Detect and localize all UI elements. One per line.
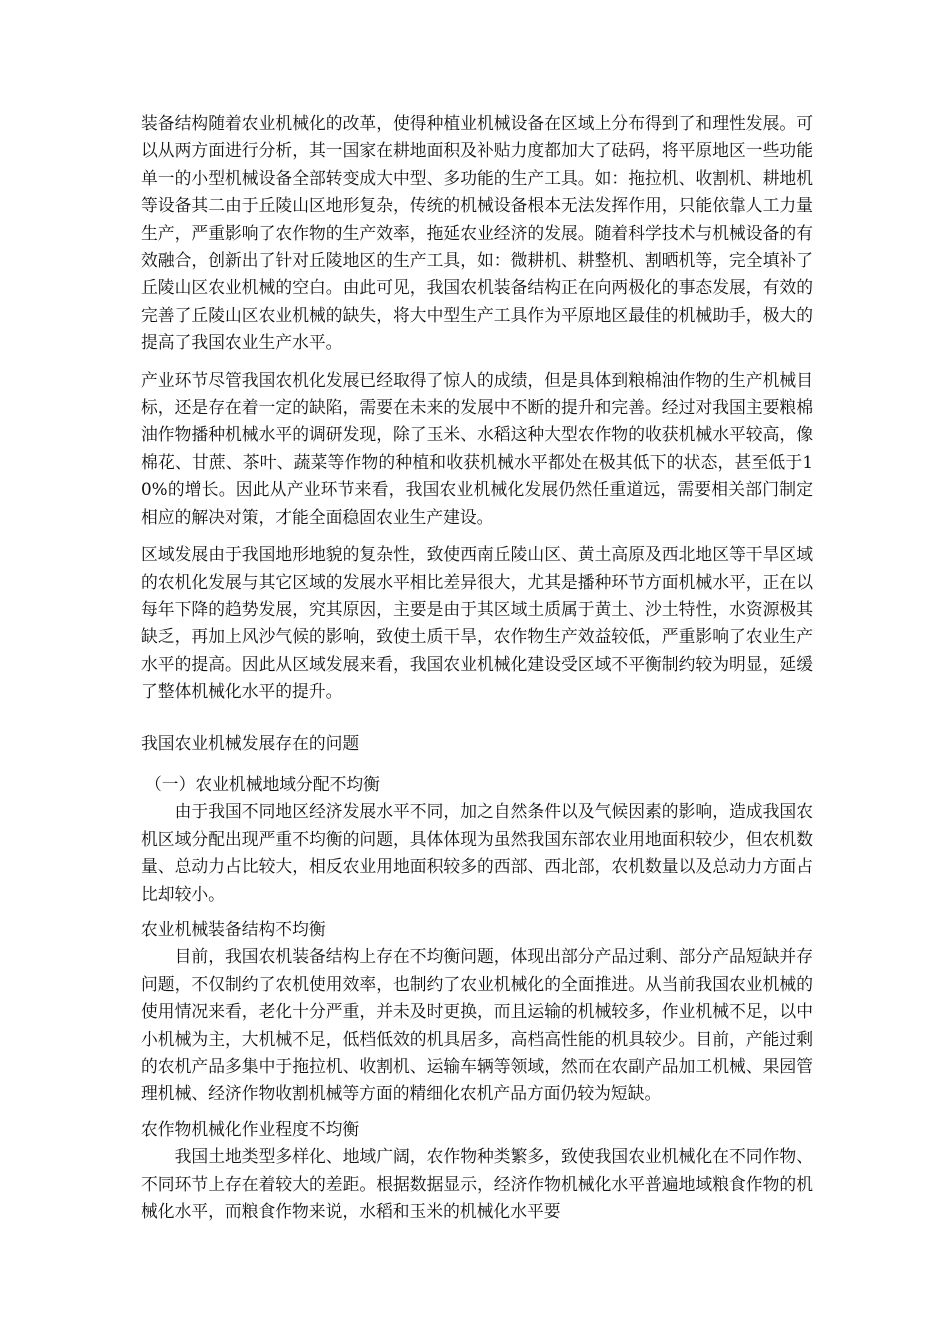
paragraph-industry-link: 产业环节尽管我国农机化发展已经取得了惊人的成绩，但是具体到粮棉油作物的生产机械目标，还是存在着一定的缺陷，需要在未来的发展中不断的提升和完善。经过对我国主要粮棉油作物播种机械水平的调研发现，除了玉米、水稻这种大型农作物的收获机械水平较高，像棉花、甘蔗、茶叶、蔬菜等作物的种植和收获机械水平都处在极其低下的状态，甚至低于10%的增长。因此从产业环节来看，我国农业机械化发展仍然任重道远，需要相关部门制定相应的解决对策，才能全面稳固农业生产建设。: [141, 369, 813, 527]
subsection-heading-crop-mechanization: 农作物机械化作业程度不均衡: [141, 1118, 360, 1139]
paragraph-crop-mechanization: 我国土地类型多样化、地域广阔，农作物种类繁多，致使我国农业机械化在不同作物、不同环节上存在着较大的差距。根据数据显示，经济作物机械化水平普遍地域粮食作物的机械化水平，而粮食作物来说，水稻和玉米的机械化水平要: [141, 1146, 813, 1222]
paragraph-equipment-structure: 装备结构随着农业机械化的改革，使得种植业机械设备在区域上分布得到了和理性发展。可以从两方面进行分析，其一国家在耕地面积及补贴力度都加大了砝码，将平原地区一些功能单一的小型机械设备全部转变成大中型、多功能的生产工具。如：拖拉机、收割机、耕地机等设备其二由于丘陵山区地形复杂，传统的机械设备根本无法发挥作用，只能依靠人工力量生产，严重影响了农作物的生产效率，拖延农业经济的发展。随着科学技术与机械设备的有效融合，创新出了针对丘陵地区的生产工具，如：微耕机、耕整机、割晒机等，完全填补了丘陵山区农业机械的空白。由此可见，我国农机装备结构正在向两极化的事态发展，有效的完善了丘陵山区农业机械的缺失，将大中型生产工具作为平原地区最佳的机械助手，极大的提高了我国农业生产水平。: [141, 113, 813, 353]
document-body: [141, 110, 813, 1225]
subsection-heading-equipment-structure: 农业机械装备结构不均衡: [141, 918, 326, 939]
paragraph-regional-allocation: 由于我国不同地区经济发展水平不同，加之自然条件以及气候因素的影响，造成我国农机区域分配出现严重不均衡的问题，具体体现为虽然我国东部农业用地面积较少，但农机数量、总动力占比较大，相反农业用地面积较多的西部、西北部，农机数量以及总动力方面占比却较小。: [141, 801, 813, 904]
subsection-heading-regional-allocation: （一）农业机械地域分配不均衡: [145, 773, 380, 794]
paragraph-equipment-imbalance: 目前，我国农机装备结构上存在不均衡问题，体现出部分产品过剩、部分产品短缺并存问题，不仅制约了农机使用效率，也制约了农业机械化的全面推进。从当前我国农业机械的使用情况来看，老化十分严重，并未及时更换，而且运输的机械较多，作业机械不足，以中小机械为主，大机械不足，低档低效的机具居多，高档高性能的机具较少。目前，产能过剩的农机产品多集中于拖拉机、收割机、运输车辆等领域，然而在农副产品加工机械、果园管理机械、经济作物收割机械等方面的精细化农机产品方面仍较为短缺。: [141, 946, 813, 1104]
section-heading-problems: 我国农业机械发展存在的问题: [141, 732, 360, 753]
paragraph-regional-development: 区域发展由于我国地形地貌的复杂性，致使西南丘陵山区、黄土高原及西北地区等干旱区域的农机化发展与其它区域的发展水平相比差异很大，尤其是播种环节方面机械水平，正在以每年下降的趋势发展，究其原因，主要是由于其区域土质属于黄土、沙土特性，水资源极其缺乏，再加上风沙气候的影响，致使土质干旱，农作物生产效益较低，严重影响了农业生产水平的提高。因此从区域发展来看，我国农业机械化建设受区域不平衡制约较为明显，延缓了整体机械化水平的提升。: [141, 544, 813, 702]
